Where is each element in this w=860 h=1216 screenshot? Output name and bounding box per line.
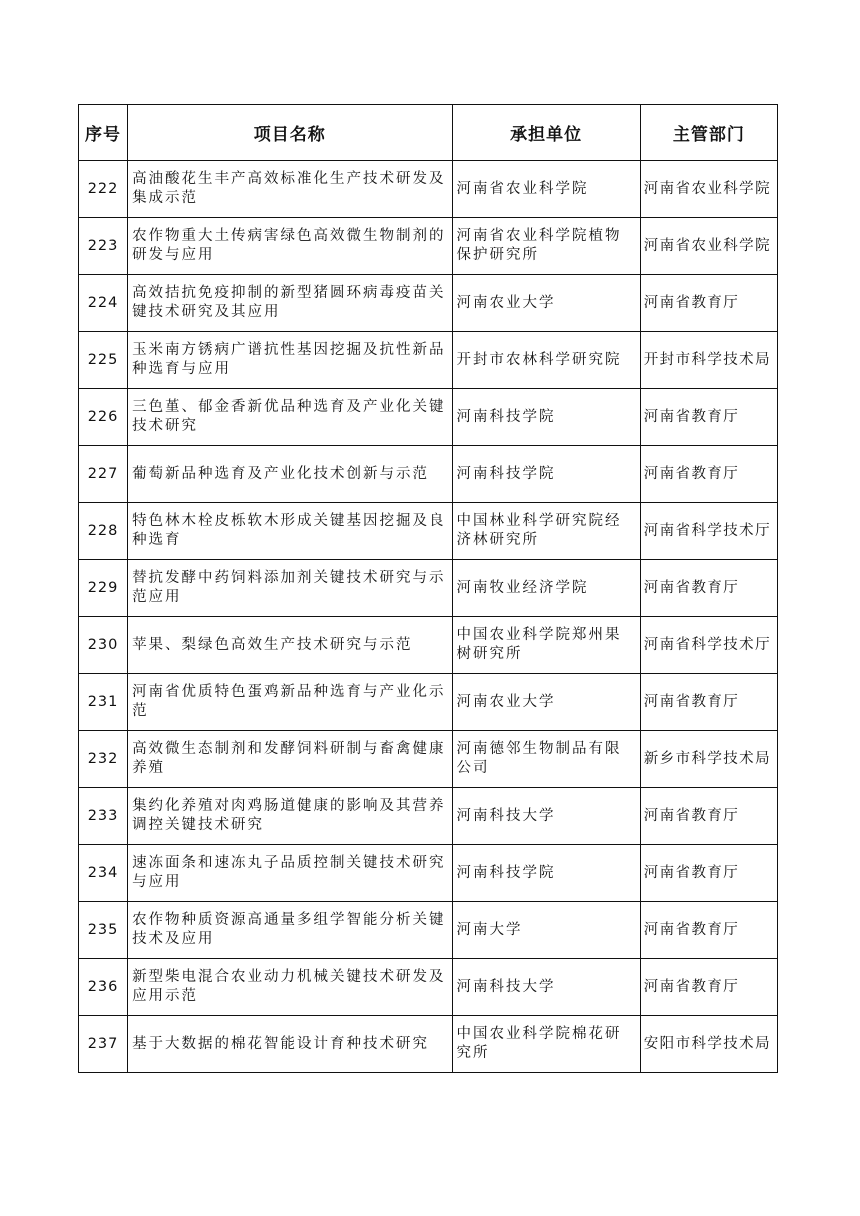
project-name-cell: 新型柴电混合农业动力机械关键技术研发及应用示范 xyxy=(128,959,452,1016)
table-row xyxy=(79,845,778,902)
table-row xyxy=(79,275,778,332)
undertaking-unit-cell: 河南科技学院 xyxy=(452,446,640,503)
row-index: 225 xyxy=(79,332,128,389)
table-row xyxy=(79,503,778,560)
project-name-cell: 高效微生态制剂和发酵饲料研制与畜禽健康养殖 xyxy=(128,731,452,788)
undertaking-unit-cell: 河南农业大学 xyxy=(452,674,640,731)
header-project-name: 项目名称 xyxy=(128,105,452,161)
undertaking-unit-cell: 河南德邻生物制品有限公司 xyxy=(452,731,640,788)
table-body xyxy=(79,161,778,1073)
project-name-cell: 农作物重大土传病害绿色高效微生物制剂的研发与应用 xyxy=(128,218,452,275)
supervising-dept-cell: 河南省农业科学院 xyxy=(640,161,777,218)
undertaking-unit-cell: 河南科技学院 xyxy=(452,389,640,446)
table-row xyxy=(79,731,778,788)
table-row xyxy=(79,902,778,959)
row-index: 235 xyxy=(79,902,128,959)
undertaking-unit-cell: 河南科技学院 xyxy=(452,845,640,902)
project-name-cell: 高油酸花生丰产高效标准化生产技术研发及集成示范 xyxy=(128,161,452,218)
supervising-dept-cell: 河南省农业科学院 xyxy=(640,218,777,275)
supervising-dept-cell: 河南省科学技术厅 xyxy=(640,617,777,674)
project-name-cell: 集约化养殖对肉鸡肠道健康的影响及其营养调控关键技术研究 xyxy=(128,788,452,845)
project-name-cell: 高效拮抗免疫抑制的新型猪圆环病毒疫苗关键技术研究及其应用 xyxy=(128,275,452,332)
supervising-dept-cell: 安阳市科学技术局 xyxy=(640,1016,777,1073)
undertaking-unit-cell: 中国林业科学研究院经济林研究所 xyxy=(452,503,640,560)
supervising-dept-cell: 河南省教育厅 xyxy=(640,446,777,503)
row-index: 237 xyxy=(79,1016,128,1073)
undertaking-unit-cell: 河南科技大学 xyxy=(452,788,640,845)
supervising-dept-cell: 河南省教育厅 xyxy=(640,275,777,332)
table-row xyxy=(79,959,778,1016)
project-name-cell: 葡萄新品种选育及产业化技术创新与示范 xyxy=(128,446,452,503)
supervising-dept-cell: 河南省教育厅 xyxy=(640,902,777,959)
table-row xyxy=(79,161,778,218)
supervising-dept-cell: 新乡市科学技术局 xyxy=(640,731,777,788)
table-header-row xyxy=(79,105,778,161)
undertaking-unit-cell: 中国农业科学院棉花研究所 xyxy=(452,1016,640,1073)
project-name-cell: 基于大数据的棉花智能设计育种技术研究 xyxy=(128,1016,452,1073)
supervising-dept-cell: 河南省教育厅 xyxy=(640,788,777,845)
undertaking-unit-cell: 中国农业科学院郑州果树研究所 xyxy=(452,617,640,674)
row-index: 229 xyxy=(79,560,128,617)
undertaking-unit-cell: 河南省农业科学院植物保护研究所 xyxy=(452,218,640,275)
project-name-cell: 苹果、梨绿色高效生产技术研究与示范 xyxy=(128,617,452,674)
undertaking-unit-cell: 河南牧业经济学院 xyxy=(452,560,640,617)
table-row xyxy=(79,218,778,275)
header-supervising-dept: 主管部门 xyxy=(640,105,777,161)
supervising-dept-cell: 河南省科学技术厅 xyxy=(640,503,777,560)
header-undertaking-unit: 承担单位 xyxy=(452,105,640,161)
row-index: 231 xyxy=(79,674,128,731)
project-name-cell: 特色林木栓皮栎软木形成关键基因挖掘及良种选育 xyxy=(128,503,452,560)
row-index: 234 xyxy=(79,845,128,902)
table-row xyxy=(79,332,778,389)
table-row xyxy=(79,560,778,617)
table-row xyxy=(79,1016,778,1073)
row-index: 222 xyxy=(79,161,128,218)
header-index: 序号 xyxy=(79,105,128,161)
row-index: 226 xyxy=(79,389,128,446)
supervising-dept-cell: 河南省教育厅 xyxy=(640,845,777,902)
row-index: 223 xyxy=(79,218,128,275)
table-row xyxy=(79,446,778,503)
project-name-cell: 替抗发酵中药饲料添加剂关键技术研究与示范应用 xyxy=(128,560,452,617)
row-index: 227 xyxy=(79,446,128,503)
project-name-cell: 三色堇、郁金香新优品种选育及产业化关键技术研究 xyxy=(128,389,452,446)
project-name-cell: 速冻面条和速冻丸子品质控制关键技术研究与应用 xyxy=(128,845,452,902)
supervising-dept-cell: 河南省教育厅 xyxy=(640,959,777,1016)
row-index: 228 xyxy=(79,503,128,560)
table-row xyxy=(79,617,778,674)
project-name-cell: 玉米南方锈病广谱抗性基因挖掘及抗性新品种选育与应用 xyxy=(128,332,452,389)
undertaking-unit-cell: 河南科技大学 xyxy=(452,959,640,1016)
undertaking-unit-cell: 河南农业大学 xyxy=(452,275,640,332)
table-row xyxy=(79,788,778,845)
row-index: 233 xyxy=(79,788,128,845)
row-index: 232 xyxy=(79,731,128,788)
supervising-dept-cell: 河南省教育厅 xyxy=(640,674,777,731)
supervising-dept-cell: 河南省教育厅 xyxy=(640,389,777,446)
row-index: 224 xyxy=(79,275,128,332)
project-name-cell: 河南省优质特色蛋鸡新品种选育与产业化示范 xyxy=(128,674,452,731)
undertaking-unit-cell: 河南省农业科学院 xyxy=(452,161,640,218)
table-row xyxy=(79,674,778,731)
undertaking-unit-cell: 开封市农林科学研究院 xyxy=(452,332,640,389)
undertaking-unit-cell: 河南大学 xyxy=(452,902,640,959)
table-row xyxy=(79,389,778,446)
row-index: 230 xyxy=(79,617,128,674)
supervising-dept-cell: 河南省教育厅 xyxy=(640,560,777,617)
supervising-dept-cell: 开封市科学技术局 xyxy=(640,332,777,389)
project-table xyxy=(78,104,778,1073)
project-name-cell: 农作物种质资源高通量多组学智能分析关键技术及应用 xyxy=(128,902,452,959)
row-index: 236 xyxy=(79,959,128,1016)
